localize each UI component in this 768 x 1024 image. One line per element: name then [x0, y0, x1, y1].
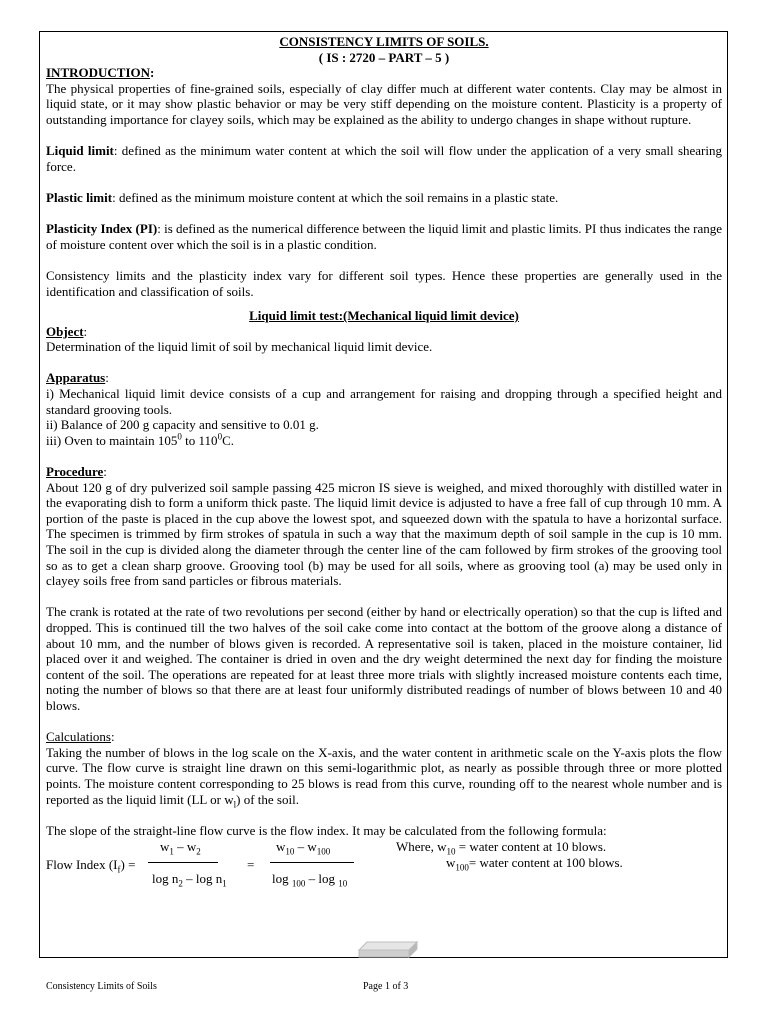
where-w10: Where, $w_{10}$ = water content at 10 blows.: [396, 839, 607, 857]
plastic-limit-term: Plastic limit: [46, 189, 113, 205]
consistency-summary: Consistency limits and the plasticity index vary for different soil types. Hence these properties are generally used in the identification and classification of soils.: [46, 267, 722, 299]
numerator-1: $w_1 - w_2$: [160, 839, 201, 857]
flow-index-label: Flow Index $(I_f)$ =: [46, 857, 136, 875]
slope-text: The slope of the straight-line flow curve is the flow index. It may be calculated from the following formula:: [46, 822, 607, 838]
document-title: CONSISTENCY LIMITS OF SOILS.: [279, 34, 489, 49]
introduction-heading: INTRODUCTION:: [46, 65, 155, 81]
decorative-slab: [357, 940, 419, 959]
plasticity-index-term: Plasticity Index (PI): [46, 221, 158, 237]
denominator-2: log $_{100}$ – log $_{10}$: [272, 871, 348, 889]
numerator-2: $w_{10} - w_{100}$: [276, 839, 331, 857]
apparatus-heading: Apparatus:: [46, 370, 109, 386]
liquid-limit-term: Liquid limit: [46, 143, 114, 159]
denominator-1: $\log n_2$ – $\log n_1$: [152, 871, 227, 889]
procedure-paragraph-1: About 120 g of dry pulverized soil sample passing 425 micron IS sieve is weighed, and mixed thoroughly with distilled water in the evaporating dish to form a uniform thick paste. The liquid limit device is adjusted to have a free fall of cup through 10 mm. A portion of the paste is placed in the cup above the lowest spot, and squeezed down with the spatula to have a horizontal surface. The specimen is trimmed by firm strokes of spatula in such a way that the maximum depth of soil sample in the cup is 10 mm. The soil in the cup is divided along the diameter through the center line of the cam followed by firm strokes of the grooving tool so as to get a clean sharp groove. Grooving tool (b) may be used for all soils, where as grooving tool (a) may be used only in clayey soils free from sand particles or fibrous materials.: [46, 479, 722, 589]
calculations-heading: Calculations:: [46, 729, 115, 745]
calculations-text: Taking the number of blows in the log scale on the X-axis, and the water content in arithmetic scale on the Y-axis plots the flow curve. The flow curve is straight line drawn on this semi-logarithmic plot, as nearly as possible through three or more plotted points. The moisture content corresponding to 25 blows is read from this curve, rounding off to the nearest whole number and is reported as the liquid limit (LL or $w_l$) of the soil.: [46, 744, 722, 810]
plasticity-index-definition: Plasticity Index (PI): is defined as the numerical difference between the liquid limit and plastic limits. PI thus indicates the range of moisture content over which the soil is in a plastic condition.: [46, 221, 722, 252]
apparatus-item-2: ii) Balance of 200 g capacity and sensitive to 0.01 g.: [46, 417, 319, 433]
footer-document-name: Consistency Limits of Soils: [46, 981, 157, 992]
plastic-limit-definition: Plastic limit: defined as the minimum moisture content at which the soil remains in a plastic state.: [46, 189, 559, 205]
procedure-paragraph-2: The crank is rotated at the rate of two revolutions per second (either by hand or electrically operation) so that the cup is lifted and dropped. This is continued till the two halves of the soil cake come into contact at the bottom of the groove along a distance of about 10 mm, and the number of blows given is recorded. A representative soil is taken, placed in the moisture container, lid placed over it and weighed. The container is dried in oven and the dry weight determined the next day for finding the moisture content of the soil. The operations are repeated for at least three more trials with slightly increased moisture contents each time, noting the number of blows so that there are at least four uniformly distributed readings of number of blows between 10 and 40 blows.: [46, 604, 722, 713]
flow-index-formula: [46, 840, 722, 900]
introduction-text: The physical properties of fine-grained soils, especially of clay differ much at different water contents. Clay may be almost in liquid state, or it may show plastic behavior or may be very stiff depending on the moisture content. Plasticity is a property of outstanding importance for clayey soils, which may be explained as the ability to undergo changes in shape without rupture.: [46, 80, 722, 127]
apparatus-item-3: iii) Oven to maintain $105^0$ to $110^0C$.: [46, 431, 234, 448]
document-body: [46, 34, 722, 900]
test-title: Liquid limit test:(Mechanical liquid limit device): [249, 308, 519, 324]
equals-sign: =: [247, 857, 255, 873]
where-w100: $w_{100}=$ water content at 100 blows.: [446, 855, 623, 873]
object-text: Determination of the liquid limit of soil by mechanical liquid limit device.: [46, 339, 433, 355]
object-heading: Object:: [46, 323, 88, 339]
apparatus-item-1: i) Mechanical liquid limit device consists of a cup and arrangement for raising and dropping through a specified height and standard grooving tools.: [46, 386, 722, 417]
liquid-limit-definition: Liquid limit: defined as the minimum water content at which the soil will flow under the application of a very small shearing force.: [46, 143, 722, 174]
footer-page-number: Page 1 of 3: [363, 981, 409, 992]
standard-reference: ( IS : 2720 – PART – 5 ): [318, 49, 450, 65]
procedure-heading: Procedure:: [46, 464, 107, 480]
